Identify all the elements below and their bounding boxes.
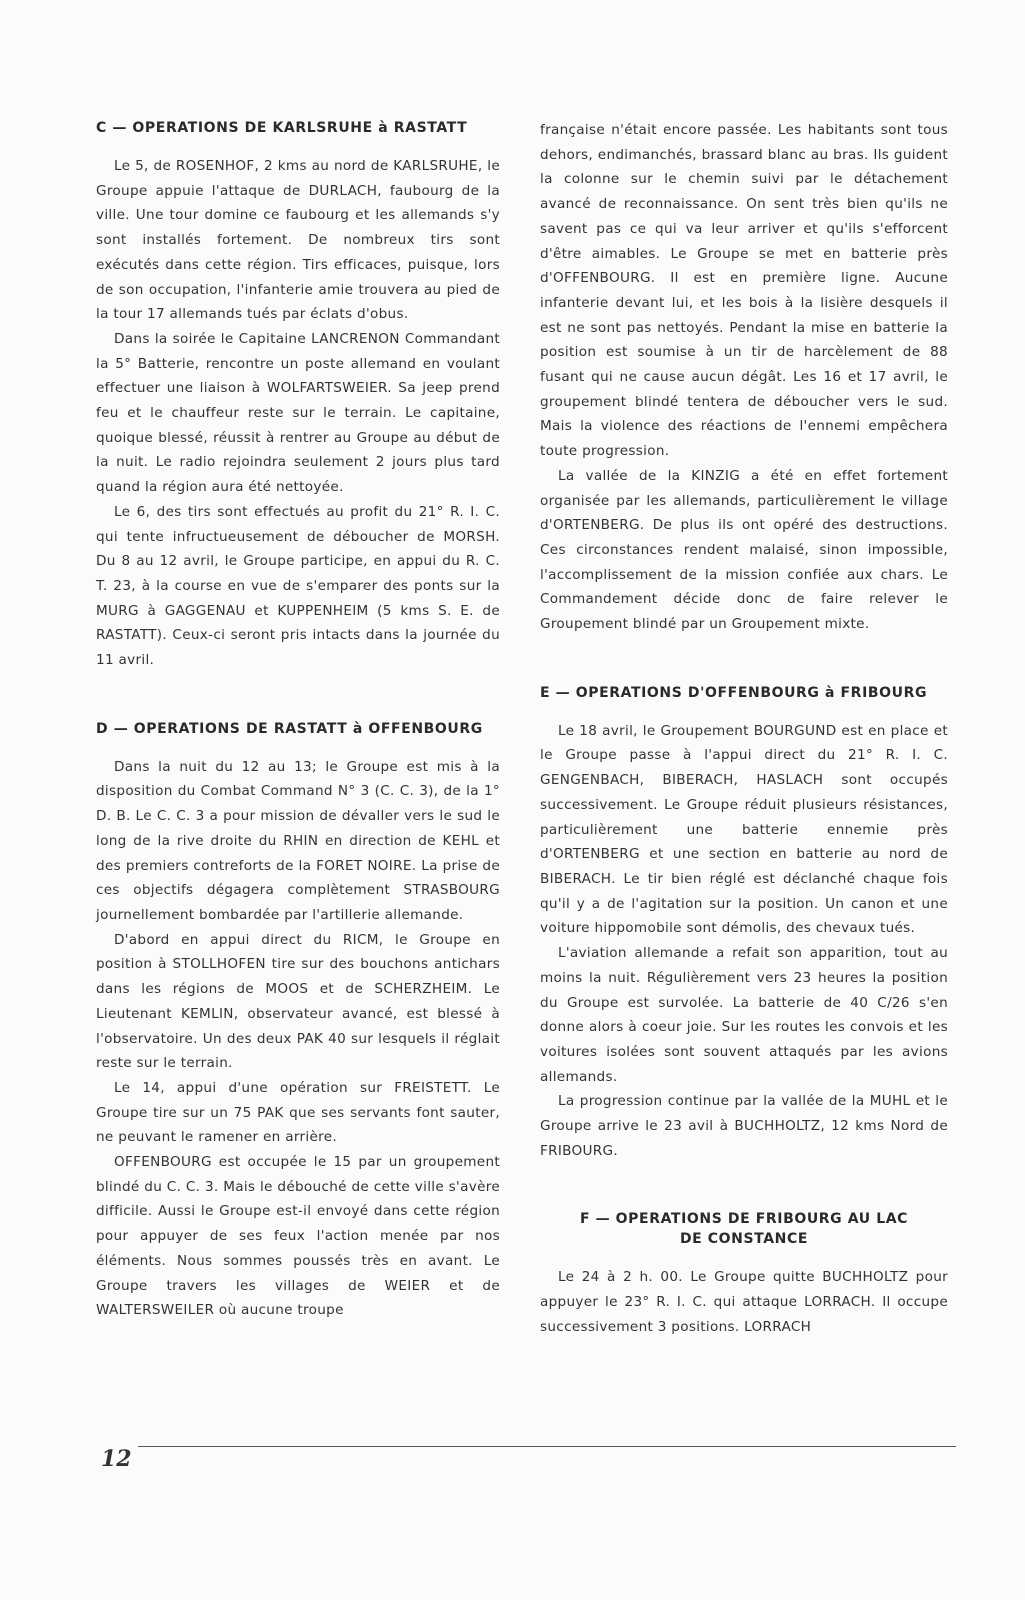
section-c-paragraph-2: Dans la soirée le Capitaine LANCRENON Commandant la 5° Batterie, rencontre un poste allemand en voulant effectuer une liaison à WOLFARTSWEIER. Sa jeep prend feu et le chauffeur reste sur le terrain. Le capitaine, quoique blessé, réussit à rentrer au Groupe au début de la nuit. Le radio rejoindra seulement 2 jours plus tard quand la région aura été nettoyée. (96, 330, 500, 496)
section-c-paragraph-3: Le 6, des tirs sont effectués au profit du 21° R. I. C. qui tente infructueusement de déboucher de MORSH. Du 8 au 12 avril, le Groupe participe, en appui du R. C. T. 23, à la course en vue de s'emparer des ponts sur la MURG à GAGGENAU et KUPPENHEIM (5 kms S. E. de RASTATT). Ceux-ci seront pris intacts dans la journée du 11 avril. (96, 503, 500, 669)
footer-rule (138, 1446, 956, 1447)
continued-paragraph-1: française n'était encore passée. Les habitants sont tous dehors, endimanchés, brassard blanc au bras. Ils guident la colonne sur le chemin suivi par le détachement avancé de reconnaissance. On sent très bien qu'ils ne savent pas ce qui va leur arriver et qu'ils s'efforcent d'être aimables. Le Groupe se met en batterie près d'OFFENBOURG. Il est en première ligne. Aucune infanterie devant lui, et les bois à la lisière desquels il est ne sont pas nettoyés. Pendant la mise en batterie la position est soumise à un tir de harcèlement de 88 fusant qui ne cause aucun dégât. Les 16 et 17 avril, le groupement blindé tentera de déboucher vers le sud. Mais la violence des réactions de l'ennemi empêchera toute progression. (540, 122, 948, 460)
section-f-paragraph-1: Le 24 à 2 h. 00. Le Groupe quitte BUCHHOLTZ pour appuyer le 23° R. I. C. qui attaque LORRACH. Il occupe successivement 3 positions. LORRACH (540, 1269, 948, 1335)
section-d-paragraph-2: D'abord en appui direct du RICM, le Groupe en position à STOLLHOFEN tire sur des bouchons antichars dans les régions de MOOS et de SCHERZHEIM. Le Lieutenant KEMLIN, observateur avancé, est blessé à l'observatoire. Un des deux PAK 40 sur lesquels il réglait reste sur le terrain. (96, 931, 500, 1072)
section-d-paragraph-4: OFFENBOURG est occupée le 15 par un groupement blindé du C. C. 3. Mais le débouché de cette ville s'avère difficile. Aussi le Groupe est-il envoyé dans cette région pour appuyer de ses feux l'action menée par nos éléments. Nous sommes poussés très en avant. Le Groupe travers les villages de WEIER et de WALTERSWEILER où aucune troupe (96, 1154, 500, 1319)
section-c-heading: C — OPERATIONS DE KARLSRUHE à RASTATT (96, 120, 468, 136)
section-f-heading-line-1: F — OPERATIONS DE FRIBOURG AU LAC (579, 1211, 909, 1228)
left-column (96, 118, 500, 1323)
page-number: 12 (101, 1446, 132, 1472)
section-d-paragraph-3: Le 14, appui d'une opération sur FREISTETT. Le Groupe tire sur un 75 PAK que ses servants font sauter, ne peuvant le ramener en arrière. (96, 1079, 500, 1146)
continued-paragraph-2: La vallée de la KINZIG a été en effet fortement organisée par les allemands, particulièrement le village d'ORTENBERG. De plus ils ont opéré des destructions. Ces circonstances rendent malaisé, sinon impossible, l'accomplissement de la mission confiée aux chars. Le Commandement décide donc de faire relever le Groupement blindé par un Groupement mixte. (540, 467, 948, 633)
section-f-heading (540, 1209, 948, 1249)
section-f-heading-line-2: DE CONSTANCE (679, 1231, 809, 1248)
section-d-paragraph-1: Dans la nuit du 12 au 13; le Groupe est mis à la disposition du Combat Command N° 3 (C. C. 3), de la 1° D. B. Le C. C. 3 a pour mission de dévaller vers le sud le long de la rive droite du RHIN en direction de KEHL et des premiers contreforts de la FORET NOIRE. La prise de ces objectifs dégagera complètement STRASBOURG journellement bombardée par l'artillerie allemande. (96, 758, 500, 923)
section-d-heading: D — OPERATIONS DE RASTATT à OFFENBOURG (96, 720, 483, 737)
section-e-paragraph-2: L'aviation allemande a refait son apparition, tout au moins la nuit. Régulièrement vers 23 heures la position du Groupe est survolée. La batterie de 40 C/26 s'en donne alors à coeur joie. Sur les routes les convois et les voitures isolées sont souvent attaqués par les avions allemands. (540, 945, 948, 1085)
right-column (540, 118, 948, 1340)
section-e-paragraph-3: La progression continue par la vallée de la MUHL et le Groupe arrive le 23 avil à BUCHHOLTZ, 12 kms Nord de FRIBOURG. (540, 1093, 948, 1159)
section-e-paragraph-1: Le 18 avril, le Groupement BOURGUND est en place et le Groupe passe à l'appui direct du 21° R. I. C. GENGENBACH, BIBERACH, HASLACH sont occupés successivement. Le Groupe réduit plusieurs résistances, particulièrement une batterie ennemie près d'ORTENBERG et une section en batterie au nord de BIBERACH. Le tir bien réglé est déclanché chaque fois qu'il y a de l'agitation sur la position. Un canon et une voiture hippomobile sont démolis, des chevaux tués. (540, 722, 948, 937)
section-e-heading: E — OPERATIONS D'OFFENBOURG à FRIBOURG (540, 684, 928, 701)
section-c-paragraph-1: Le 5, de ROSENHOF, 2 kms au nord de KARLSRUHE, le Groupe appuie l'attaque de DURLACH, faubourg de la ville. Une tour domine ce faubourg et les allemands s'y sont installés fortement. De nombreux tirs sont exécutés dans cette région. Tirs efficaces, puisque, lors de son occupation, l'infanterie amie trouvera au pied de la tour 17 allemands tués par éclats d'obus. (96, 158, 500, 323)
